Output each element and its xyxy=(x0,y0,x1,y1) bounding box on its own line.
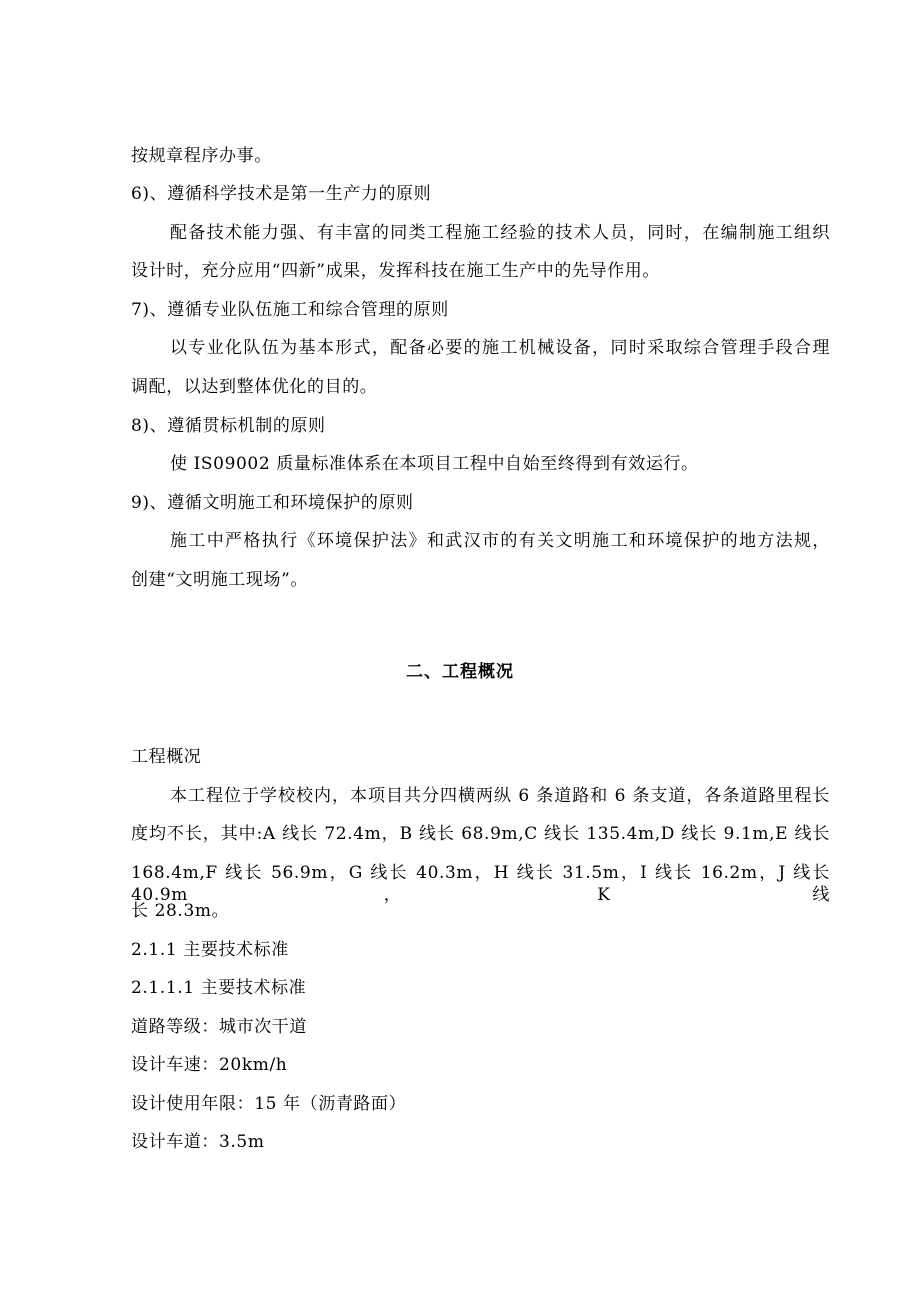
subsubsection-heading: 2.1.1.1 主要技术标准 xyxy=(131,978,307,998)
principle-heading-9: 9)、遵循文明施工和环境保护的原则 xyxy=(131,493,414,513)
spec-design-lane: 设计车道：3.5m xyxy=(131,1132,265,1152)
paragraph-line: 创建“文明施工现场”。 xyxy=(131,570,308,590)
overview-paragraph-line: 168.4m,F 线长 56.9m，G 线长 40.3m，H 线长 31.5m，I 线长 16.2m，J 线长 40.9m，K 线 xyxy=(131,863,830,905)
overview-paragraph-line: 本工程位于学校校内，本项目共分四横两纵 6 条道路和 6 条支道，各条道路里程长 xyxy=(170,786,830,806)
spec-design-life: 设计使用年限：15 年（沥青路面） xyxy=(131,1094,407,1114)
paragraph-line: 调配，以达到整体优化的目的。 xyxy=(131,377,378,397)
paragraph-line: 使 IS09002 质量标准体系在本项目工程中自始至终得到有效运行。 xyxy=(170,454,699,474)
paragraph-line: 设计时，充分应用“四新”成果，发挥科技在施工生产中的先导作用。 xyxy=(131,261,660,281)
paragraph-line: 以专业化队伍为基本形式，配备必要的施工机械设备，同时采取综合管理手段合理 xyxy=(170,338,830,358)
overview-paragraph-line: 度均不长，其中:A 线长 72.4m，B 线长 68.9m,C 线长 135.4m,D 线长 9.1m,E 线长 xyxy=(131,824,830,844)
subsection-heading: 2.1.1 主要技术标准 xyxy=(131,940,289,960)
principle-heading-8: 8)、遵循贯标机制的原则 xyxy=(131,416,326,436)
spec-design-speed: 设计车速：20km/h xyxy=(131,1055,288,1075)
overview-subtitle: 工程概况 xyxy=(131,747,202,767)
paragraph-line: 施工中严格执行《环境保护法》和武汉市的有关文明施工和环境保护的地方法规， xyxy=(170,531,830,551)
principle-heading-7: 7)、遵循专业队伍施工和综合管理的原则 xyxy=(131,300,449,320)
spec-road-grade: 道路等级：城市次干道 xyxy=(131,1017,307,1037)
section-heading: 二、工程概况 xyxy=(406,662,514,682)
paragraph-line: 配备技术能力强、有丰富的同类工程施工经验的技术人员，同时，在编制施工组织 xyxy=(170,223,830,243)
text-line: 按规章程序办事。 xyxy=(131,146,272,166)
principle-heading-6: 6)、遵循科学技术是第一生产力的原则 xyxy=(131,184,432,204)
overview-paragraph-line: 长 28.3m。 xyxy=(131,901,230,921)
